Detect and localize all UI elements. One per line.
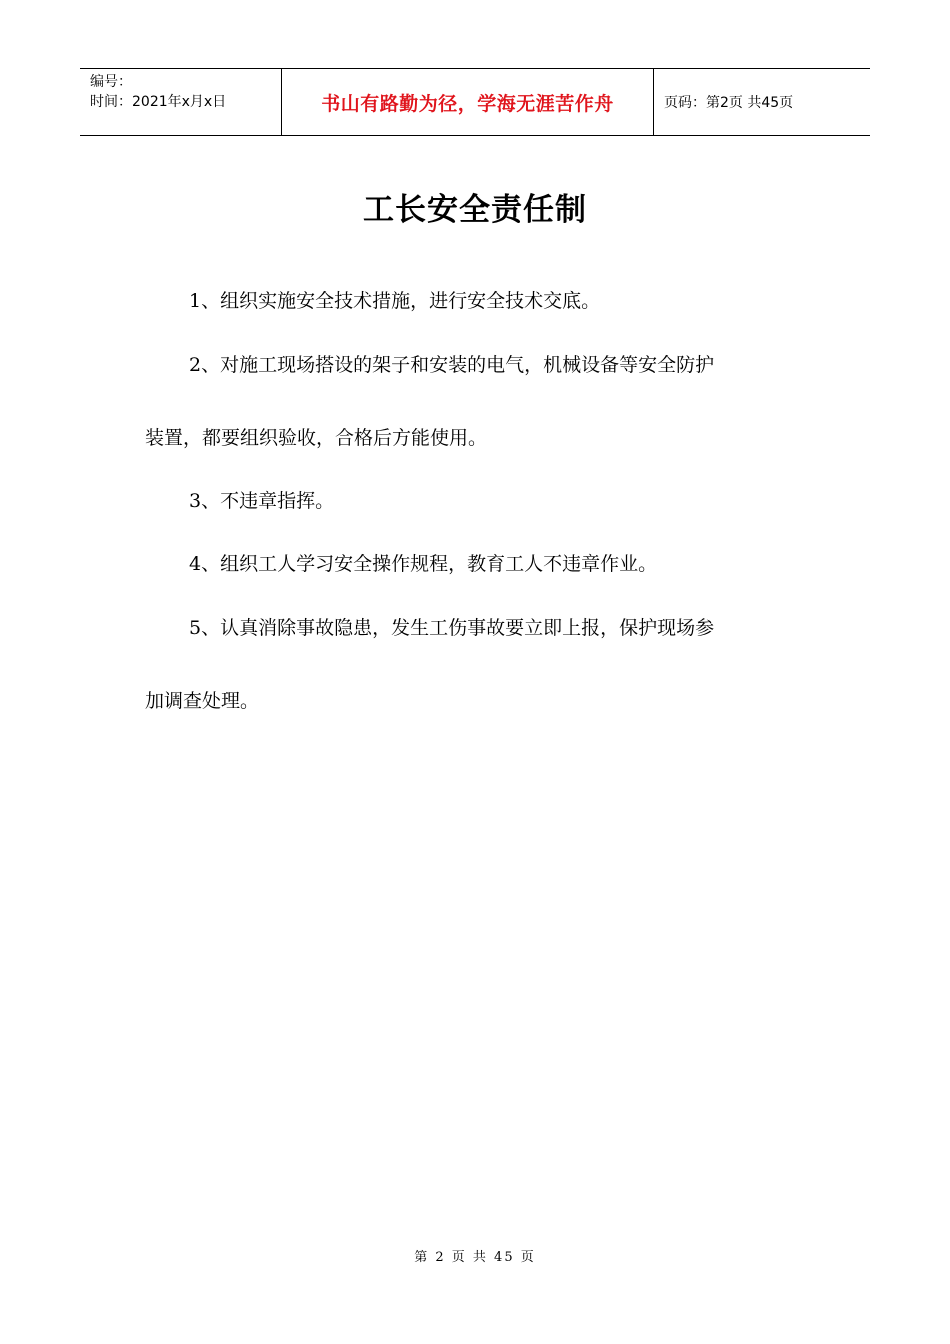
motto-text: 书山有路勤为径，学海无涯苦作舟 [321,92,614,115]
header-meta-cell [80,69,281,135]
item-5: 5、认真消除事故隐患，发生工伤事故要立即上报，保护现场参 [189,617,715,639]
item-1: 1、组织实施安全技术措施，进行安全技术交底。 [189,290,601,312]
item-4: 4、组织工人学习安全操作规程，教育工人不违章作业。 [189,553,658,575]
item-3: 3、不违章指挥。 [189,490,335,512]
serial-number-label: 编号： [90,74,132,90]
item-2: 2、对施工现场搭设的架子和安装的电气，机械设备等安全防护 [189,354,715,376]
page-info-text: 页码：第2页 共45页 [664,95,794,111]
header-table [80,68,870,136]
document-title: 工长安全责任制 [363,192,587,228]
page-info-cell [654,69,870,135]
date-label: 时间：2021年x月x日 [90,94,227,110]
page-footer: 第 2 页 共 45 页 [414,1250,536,1265]
item-5-continued: 加调查处理。 [145,690,260,712]
item-2-continued: 装置，都要组织验收，合格后方能使用。 [145,427,488,449]
motto-cell [281,69,654,135]
